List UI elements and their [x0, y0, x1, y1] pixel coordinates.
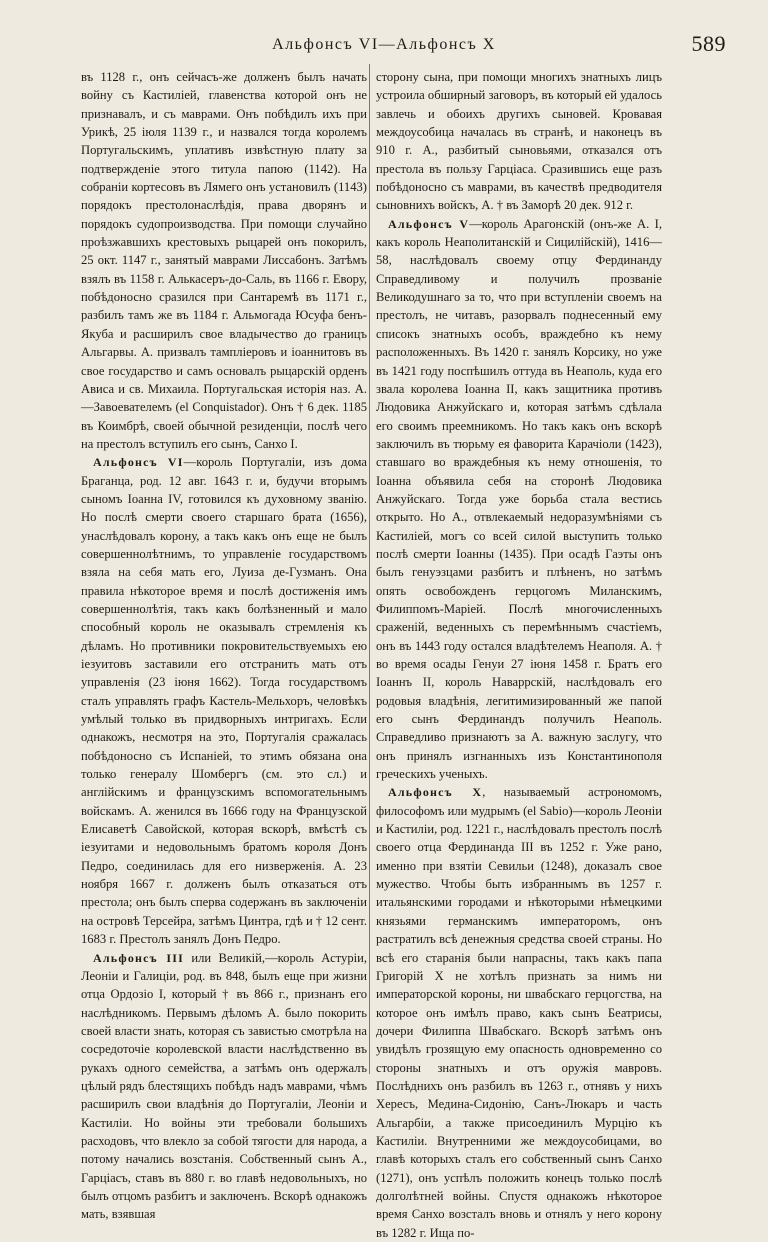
entry-text: или Великій,—король Астуріи, Леоніи и Галиціи, род. въ 848, былъ еще при жизни отца Ордозіо I, который † въ 866 г., признанъ его наслѣдникомъ. Первымъ дѣломъ А. было покорить своей власти знать, которая съ завистью смотрѣла на сосредоточіе королевской власти наслѣдственно въ рукахъ одного семейства, а затѣмъ онъ одержалъ цѣлый рядъ блестящихъ побѣдъ надъ маврами, чѣмъ расширилъ свои владѣнія до Португаліи, Леоніи и Кастиліи. Но войны эти требовали большихъ расходовъ, что влекло за собой тягости для народа, а потому начались возстанія. Собственный сынъ А., Гарціасъ, ставъ въ 880 г. во главѣ недовольныхъ, но былъ отцомъ разбитъ и заключенъ. Вскорѣ однакожъ мать, взявшая [81, 950, 367, 1222]
page-number: 589 [691, 31, 726, 56]
entry-headword: Альфонсъ VI [93, 455, 184, 470]
entry-alfonso-vi [81, 453, 367, 948]
entry-headword: Альфонсъ V [388, 216, 470, 231]
running-title: Альфонсъ VI—Альфонсъ X [272, 36, 496, 53]
left-column [81, 68, 367, 1224]
column-divider [369, 64, 370, 1074]
entry-headword: Альфонсъ X [388, 785, 483, 800]
entry-alfonso-x [376, 783, 662, 1242]
entry-headword: Альфонсъ III [93, 950, 184, 965]
entry-alfonso-v [376, 215, 662, 784]
entry-text: —король Арагонскій (онъ-же А. I, какъ король Неаполитанскій и Сицилійскій), 1416—58, наслѣдовалъ своему отцу Фердинанду Справедливому и получилъ прозваніе Великодушнаго за то, что при вступленіи своемъ на престолъ, не читавъ, разорвалъ поднесенный ему списокъ знатныхъ особъ, враждебно къ нему расположенныхъ. Въ 1420 г. занялъ Корсику, но уже въ 1421 году поспѣшилъ оттуда въ Неаполь, куда его звала королева Іоанна II, какъ защитника противъ Людовика Анжуйскаго и, которая затѣмъ сдѣлала его своимъ преемникомъ. Но такъ какъ онъ вскорѣ заключилъ въ тюрьму ея фаворита Карачіоли (1423), ставшаго во враждебныя къ нему отношенія, то Іоанна объявила себя на сторонѣ Людовика Анжуйскаго. Тогда уже борьба стала вестись открыто. Но А., отвлекаемый недоразумѣніями съ Кастиліей, могъ со всей силой выступить только послѣ смерти Іоанны (1435). При осадѣ Гаэты онъ былъ генуэзцами разбитъ и плѣненъ, но затѣмъ опять освобожденъ герцогомъ Миланскимъ, Филиппомъ-Маріей. Послѣ многочисленныхъ сраженій, веденныхъ съ перемѣннымъ счастіемъ, онъ въ 1443 году остался владѣтелемъ Неаполя. А. † во время осады Генуи 27 іюня 1458 г. Братъ его Іоаннъ II, король Наваррскій, наслѣдовалъ его родовыя владѣнія, легитимизированный же папой его сынъ Фердинандъ получилъ Неаполь. Справедливо признаютъ за А. важную заслугу, что онъ принялъ изгнанныхъ изъ Константинополя греческихъ ученыхъ. [376, 216, 662, 782]
continued-entry-text: въ 1128 г., онъ сейчасъ-же долженъ былъ начать войну съ Кастиліей, главенства которой онъ не признавалъ, и съ маврами. Онъ побѣдилъ ихъ при Урикѣ, 25 іюля 1139 г., и назвался тогда королемъ Португальскимъ, уплативъ извѣстную плату за подтвержденіе этого титула папою (1142). На собраніи кортесовъ въ Лямего онъ установилъ (1143) порядокъ престолонаслѣдія, права дворянъ и порядокъ судопроизводства. При помощи случайно проѣзжавшихъ крестовыхъ рыцарей онъ покорилъ, 25 окт. 1147 г., занятый маврами Лиссабонъ. Затѣмъ взялъ въ 1158 г. Алькасеръ-до-Саль, въ 1166 г. Евору, побѣдоносно сразился при Сантаремѣ въ 1171 г., разбилъ тамъ же въ 1184 г. Альмогада Юсуфа бенъ-Якуба и расширилъ свое владычество до границъ Альгарвы. А. призвалъ тампліеровъ и іоаннитовъ въ свое государство и самъ основалъ рыцарскій орденъ Ависа и св. Михаила. Португальская исторія наз. А.—Завоевателемъ (el Conquistador). Онъ † 6 дек. 1185 въ Коимбрѣ, своей обычной резиденціи, послѣ чего на престолъ вступилъ его сынъ, Санхо I. [81, 70, 367, 451]
entry-text: —король Португаліи, изъ дома Браганца, род. 12 авг. 1643 г. и, будучи вторымъ сыномъ Іоанна IV, готовился къ духовному званію. Но послѣ смерти своего старшаго брата (1656), унаслѣдовалъ корону, а такъ какъ онъ еще не былъ совершеннолѣтнимъ, то управленіе государствомъ взяла на себя мать его, Луиза де-Гузманъ. Она правила нѣкоторое время и послѣ достиженія имъ совершеннолѣтія, такъ какъ болѣзненный и мало способный король не оказывалъ стремленія къ дѣламъ. Но противники покровительствуемыхъ ею іезуитовъ заставили его отстранить мать отъ управленія (23 іюня 1662). Тогда государствомъ сталъ управлять графъ Кастель-Мельхоръ, человѣкъ умѣлый только въ придворныхъ интригахъ. Если однакожъ, несмотря на это, Португалія сражалась побѣдоносно съ Испаніей, то этимъ обязана она только генералу Шомбергъ (см. это сл.) и англійскимъ и французскимъ вспомогательнымъ войскамъ. А. женился въ 1666 году на Французской Елисаветѣ Савойской, которая вскорѣ, вмѣстѣ съ іезуитами и недовольнымъ братомъ короля Донъ Педро, соединилась для его низверженія. А. 23 ноября 1667 г. долженъ былъ отказаться отъ престола; онъ былъ сперва содержанъ въ заключеніи на островѣ Терсейра, затѣмъ Цинтра, гдѣ и † 12 сент. 1683 г. Престолъ занялъ Донъ Педро. [81, 455, 367, 947]
continued-entry-text: сторону сына, при помощи многихъ знатныхъ лицъ устроила обширный заговоръ, въ который ей удалось завлечь и обоихъ другихъ сыновей. Кровавая междоусобица началась въ странѣ, и наконецъ въ 910 г. А., разбитый сыновьями, отказался отъ престола въ пользу Гарціаса. Сразившись еще разъ побѣдоносно съ маврами, въ качествѣ предводителя сыновнихъ войскъ, А. † въ Заморѣ 20 дек. 912 г. [376, 70, 662, 213]
right-column [376, 68, 662, 1242]
entry-alfonso-iii [81, 949, 367, 1224]
entry-text: , называемый астрономомъ, философомъ или мудрымъ (el Sabio)—король Леоніи и Кастиліи, род. 1221 г., наслѣдовалъ престолъ послѣ своего отца Фердинанда III въ 1252 г. Уже рано, именно при взятіи Севильи (1248), доказалъ свое мужество. Чтобы быть избраннымъ въ 1257 г. итальянскими городами и нѣкоторыми нѣмецкими князьями германскимъ императоромъ, онъ растратилъ всѣ денежныя средства своей страны. Но всѣ его старанія были напрасны, такъ какъ папа Григорій X не хотѣлъ признать за нимъ ни императорской короны, ни швабскаго герцогства, на которое онъ имѣлъ право, какъ сынъ Беатрисы, дочери Филиппа Швабскаго. Вскорѣ затѣмъ онъ увидѣлъ грозящую ему опасность одновременно со стороны знатныхъ и отъ оружія мавровъ. Послѣднихъ онъ разбилъ въ 1263 г., отнявъ у нихъ Хересъ, Медина-Сидонію, Санъ-Люкаръ и часть Альгарбіи, а также присоединилъ Мурцію къ Кастиліи. Внутренними же междоусобицами, во главѣ которыхъ сталъ его собственный сынъ Санхо (1271), онъ успѣлъ положить конецъ только послѣ долголѣтней войны. Спустя однакожъ нѣкоторое время Санхо возсталъ вновь и отнялъ у него корону въ 1282 г. Ища по- [376, 785, 663, 1240]
